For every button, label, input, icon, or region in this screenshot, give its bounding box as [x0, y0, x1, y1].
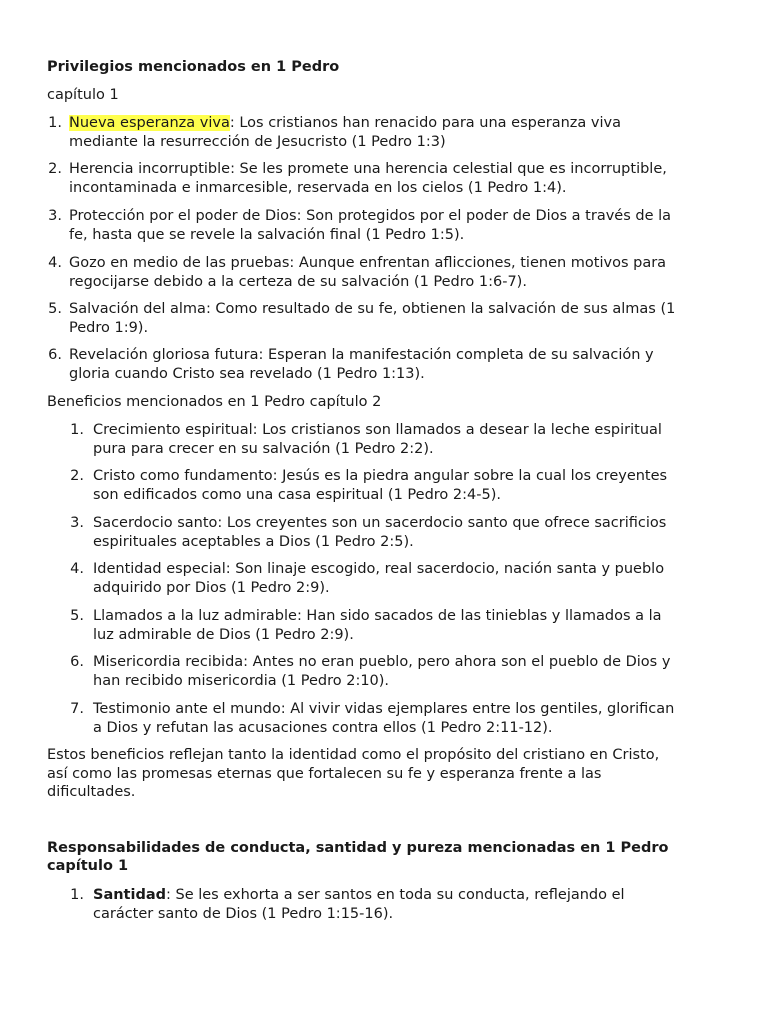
item-text-continued: regocijarse debido a la certeza de su salvación (1 Pedro 1:6-7). — [69, 274, 527, 290]
item-number: 4. — [70, 561, 84, 577]
item-number: 5. — [70, 608, 84, 624]
item-number: 1. — [48, 115, 62, 131]
item-text: Crecimiento espiritual: Los cristianos son llamados a desear la leche espiritual — [93, 422, 662, 438]
item-text: Identidad especial: Son linaje escogido, real sacerdocio, nación santa y pueblo — [93, 561, 665, 577]
item-number: 4. — [48, 255, 62, 271]
conclusion-line-2: así como las promesas eternas que fortalecen su fe y esperanza frente a las — [47, 766, 602, 782]
item-text: Misericordia recibida: Antes no eran pueblo, pero ahora son el pueblo de Dios y — [93, 654, 671, 670]
item-number: 6. — [70, 654, 84, 670]
item-number: 6. — [48, 347, 62, 363]
item-text-continued: pura para crecer en su salvación (1 Pedro 2:2). — [93, 441, 434, 457]
item-text-continued: han recibido misericordia (1 Pedro 2:10). — [93, 673, 390, 689]
item-text: : Los cristianos han renacido para una esperanza viva — [229, 115, 621, 131]
item-text: Protección por el poder de Dios: Son protegidos por el poder de Dios a través de la — [69, 208, 672, 224]
item-text-continued: gloria cuando Cristo sea revelado (1 Pedro 1:13). — [69, 366, 425, 382]
item-text: Revelación gloriosa futura: Esperan la manifestación completa de su salvación y — [69, 347, 654, 363]
item-text-continued: a Dios y refutan las acusaciones contra ellos (1 Pedro 2:11-12). — [93, 720, 553, 736]
item-text: Salvación del alma: Como resultado de su fe, obtienen la salvación de sus almas (1 — [69, 301, 676, 317]
item-number: 2. — [48, 161, 62, 177]
item-number: 7. — [70, 701, 84, 717]
section-1-title: Privilegios mencionados en 1 Pedro — [47, 59, 340, 75]
section-3-title-continued: capítulo 1 — [47, 858, 129, 874]
item-text-continued: fe, hasta que se revele la salvación final (1 Pedro 1:5). — [69, 227, 465, 243]
item-number: 5. — [48, 301, 62, 317]
item-number: 3. — [48, 208, 62, 224]
item-text: Cristo como fundamento: Jesús es la piedra angular sobre la cual los creyentes — [93, 468, 668, 484]
item-text-continued: Pedro 1:9). — [69, 320, 149, 336]
section-3-title: Responsabilidades de conducta, santidad y pureza mencionadas en 1 Pedro — [47, 840, 669, 856]
item-text: Gozo en medio de las pruebas: Aunque enfrentan aflicciones, tienen motivos para — [69, 255, 667, 271]
item-number: 2. — [70, 468, 84, 484]
conclusion-line-3: dificultades. — [47, 784, 136, 800]
item-number: 3. — [70, 515, 84, 531]
conclusion-line-1: Estos beneficios reflejan tanto la identidad como el propósito del cristiano en Cristo, — [47, 747, 660, 763]
item-text-continued: mediante la resurrección de Jesucristo (1 Pedro 1:3) — [69, 134, 446, 150]
item-text: Herencia incorruptible: Se les promete una herencia celestial que es incorruptible, — [69, 161, 667, 177]
item-text: Sacerdocio santo: Los creyentes son un sacerdocio santo que ofrece sacrificios — [93, 515, 667, 531]
item-text: : Se les exhorta a ser santos en toda su conducta, reflejando el — [166, 887, 625, 903]
item-text-continued: adquirido por Dios (1 Pedro 2:9). — [93, 580, 330, 596]
item-number: 1. — [70, 422, 84, 438]
section-1-subtitle: capítulo 1 — [47, 87, 119, 103]
item-number: 1. — [70, 887, 84, 903]
highlighted-text: Nueva esperanza viva — [69, 115, 230, 131]
item-text: Testimonio ante el mundo: Al vivir vidas ejemplares entre los gentiles, glorifican — [93, 701, 675, 717]
item-text-continued: incontaminada e inmarcesible, reservada en los cielos (1 Pedro 1:4). — [69, 180, 567, 196]
bold-term: Santidad — [93, 887, 166, 903]
item-text-continued: carácter santo de Dios (1 Pedro 1:15-16). — [93, 906, 394, 922]
item-text-continued: espirituales aceptables a Dios (1 Pedro 2:5). — [93, 534, 414, 550]
item-text-continued: luz admirable de Dios (1 Pedro 2:9). — [93, 627, 354, 643]
item-text: Llamados a la luz admirable: Han sido sacados de las tinieblas y llamados a la — [93, 608, 662, 624]
section-2-title: Beneficios mencionados en 1 Pedro capítulo 2 — [47, 394, 382, 410]
item-text-continued: son edificados como una casa espiritual (1 Pedro 2:4-5). — [93, 487, 501, 503]
